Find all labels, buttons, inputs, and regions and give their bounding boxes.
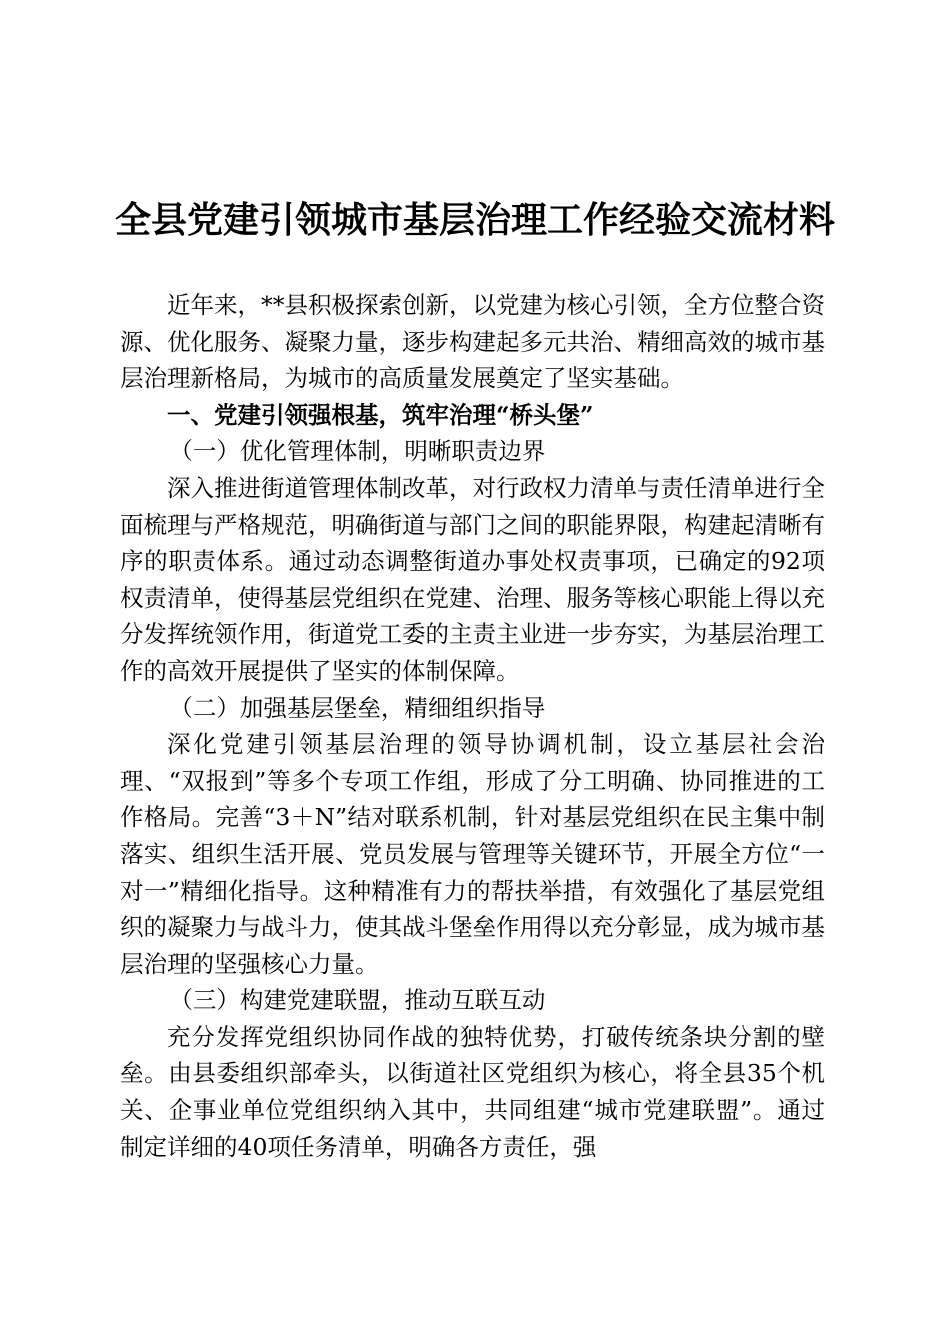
- subsection-heading-1: （一）优化管理体制，明晰职责边界: [169, 437, 546, 466]
- subsection-heading-3: （三）构建党建联盟，推动互联互动: [169, 986, 546, 1015]
- body-paragraph-1: 深入推进街道管理体制改革，对行政权力清单与责任清单进行全面梳理与严格规范，明确街道与部门之间的职能界限，构建起清晰有序的职责体系。通过动态调整街道办事处权责事项，已确定的92项权责清单，使得基层党组织在党建、治理、服务等核心职能上得以充分发挥统领作用，街道党工委的主责主业进一步夯实，为基层治理工作的高效开展提供了坚实的体制保障。: [120, 473, 825, 685]
- intro-paragraph: 近年来，**县积极探索创新，以党建为核心引领，全方位整合资源、优化服务、凝聚力量，逐步构建起多元共治、精细高效的城市基层治理新格局，为城市的高质量发展奠定了坚实基础。: [120, 291, 825, 393]
- document-body: [120, 287, 825, 1165]
- body-paragraph-2: 深化党建引领基层治理的领导协调机制，设立基层社会治理、“双报到”等多个专项工作组，形成了分工明确、协同推进的工作格局。完善“3＋N”结对联系机制，针对基层党组织在民主集中制落实、组织生活开展、党员发展与管理等关键环节，开展全方位“一对一”精细化指导。这种精准有力的帮扶举措，有效强化了基层党组织的凝聚力与战斗力，使其战斗堡垒作用得以充分彰显，成为城市基层治理的坚强核心力量。: [120, 730, 825, 978]
- subsection-heading-2: （二）加强基层堡垒，精细组织指导: [169, 693, 546, 722]
- document-title: 全县党建引领城市基层治理工作经验交流材料: [114, 199, 835, 241]
- section-heading-1: 一、党建引领强根基，筑牢治理“桥头堡”: [167, 400, 594, 429]
- body-paragraph-3: 充分发挥党组织协同作战的独特优势，打破传统条块分割的壁垒。由县委组织部牵头，以街道社区党组织为核心，将全县35个机关、企事业单位党组织纳入其中，共同组建“城市党建联盟”。通过制定详细的40项任务清单，明确各方责任，强: [120, 1022, 825, 1161]
